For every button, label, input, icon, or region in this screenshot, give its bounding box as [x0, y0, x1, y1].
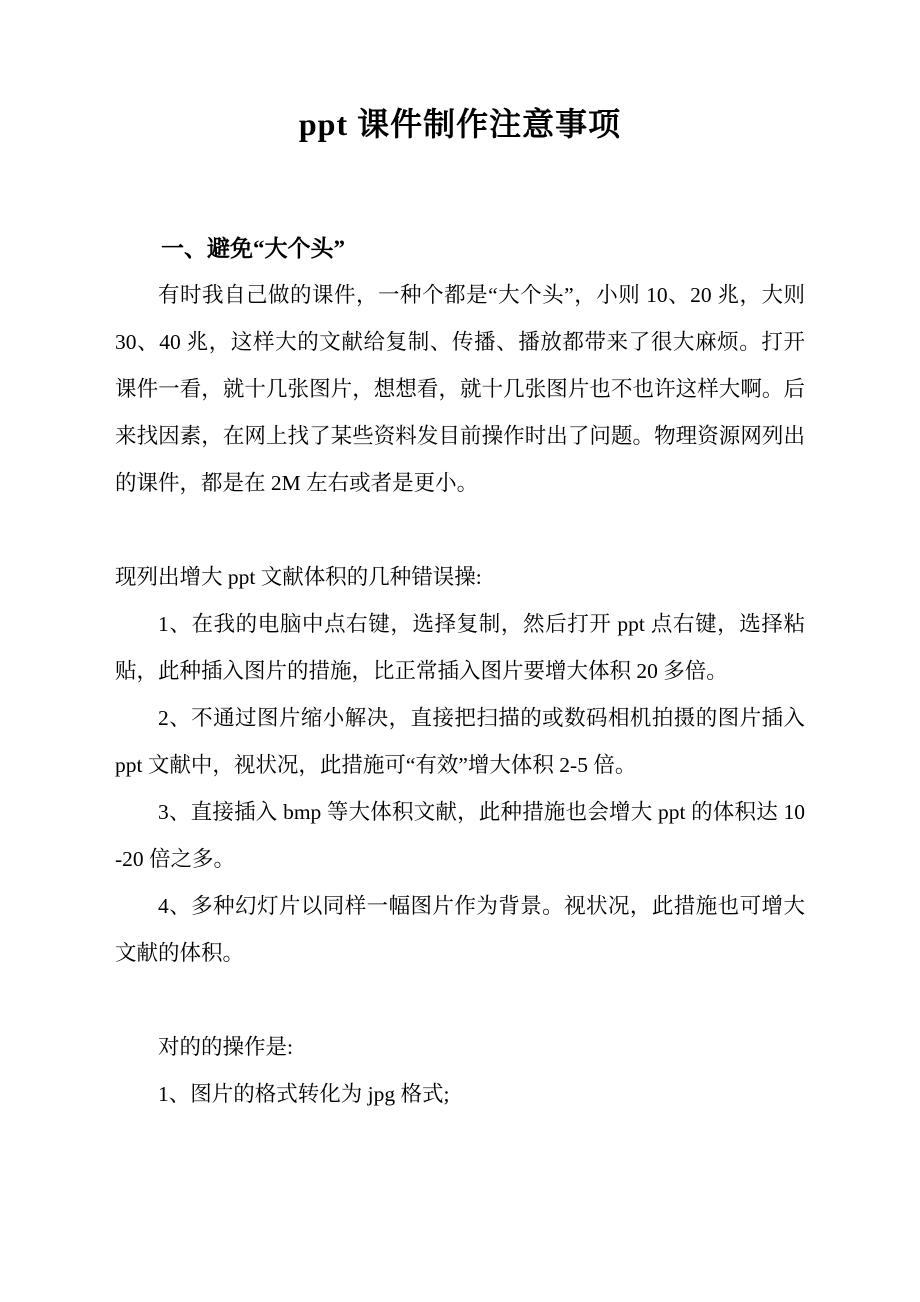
paragraph: 3、直接插入 bmp 等大体积文献，此种措施也会增大 ppt 的体积达 10-20 倍之多。	[115, 800, 805, 871]
document-body	[115, 225, 805, 1118]
paragraph: 1、图片的格式转化为 jpg 格式;	[158, 1082, 450, 1106]
document-title: ppt 课件制作注意事项	[298, 106, 622, 142]
paragraph: 1、在我的电脑中点右键，选择复制，然后打开 ppt 点右键，选择粘贴，此种插入图片的措施，比正常插入图片要增大体积 20 多倍。	[115, 612, 805, 683]
blank-line	[115, 977, 805, 1024]
section-heading: 一、避免“大个头”	[161, 236, 345, 261]
paragraph: 现列出增大 ppt 文献体积的几种错误操:	[115, 565, 482, 589]
paragraph: 对的的操作是:	[158, 1035, 293, 1059]
paragraph: 2、不通过图片缩小解决，直接把扫描的或数码相机拍摄的图片插入 ppt 文献中，视状况，此措施可“有效”增大体积 2-5 倍。	[115, 706, 805, 777]
blank-line	[115, 507, 805, 554]
paragraph: 有时我自己做的课件，一种个都是“大个头”，小则 10、20 兆，大则 30、40 兆，这样大的文献给复制、传播、播放都带来了很大麻烦。打开课件一看，就十几张图片，想想看，就十几张图片也不也许这样大啊。后来找因素，在网上找了某些资料发目前操作时出了问题。物理资源网列出的课件，都是在 2M 左右或者是更小。	[115, 283, 805, 495]
paragraph: 4、多种幻灯片以同样一幅图片作为背景。视状况，此措施也可增大文献的体积。	[115, 894, 805, 965]
